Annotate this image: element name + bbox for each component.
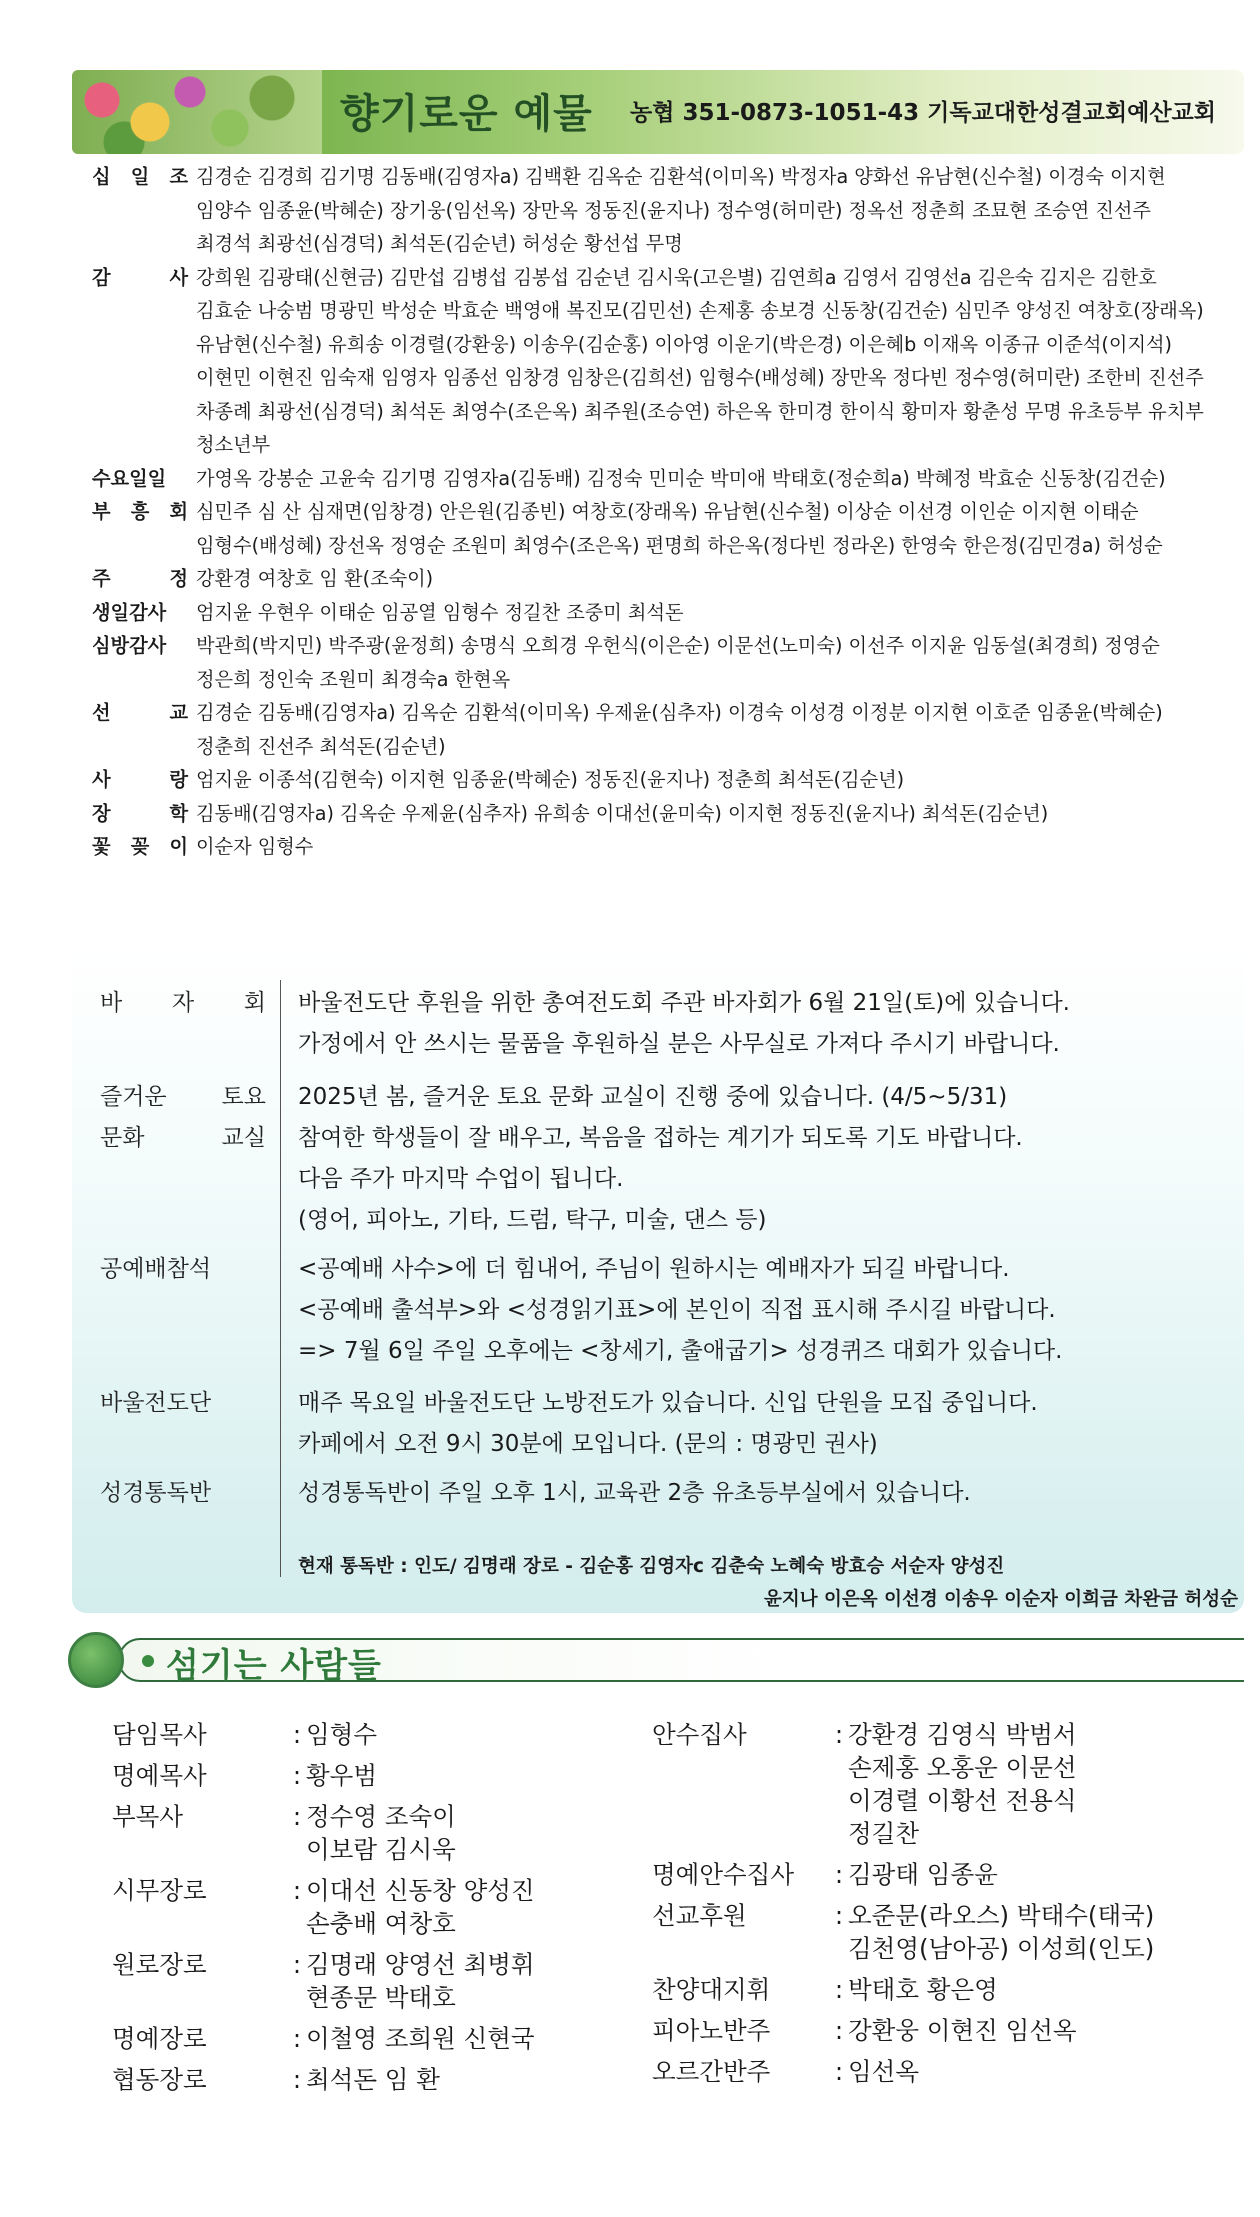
offering-label: 꽃 꽂 이	[92, 835, 188, 858]
bank-account: 농협 351-0873-1051-43 기독교대한성결교회예산교회	[630, 100, 1216, 126]
staff-names: 최석돈 임 환	[306, 2065, 440, 2094]
colon: :	[834, 1901, 844, 1930]
offering-banner	[72, 70, 1244, 154]
staff-names: 김광태 임종윤	[848, 1860, 998, 1889]
colon: :	[292, 1720, 302, 1749]
staff-row-ordained-deacon	[652, 1718, 1212, 1850]
offering-names: 강환경 여창호 임 환(조숙이)	[196, 567, 434, 590]
staff-label: 시무장로	[112, 1876, 207, 1905]
staff-row-honorary-elder	[112, 2022, 652, 2055]
notice-body: <공예배 사수>에 더 힘내어, 주님이 원하시는 예배자가 되길 바랍니다. <공예배 출석부>와 <성경읽기표>에 본인이 직접 표시해 주시길 바랍니다. => 7월 6일 주일 오후에는 <창세기, 출애굽기> 성경퀴즈 대회가 있습니다.	[298, 1256, 1063, 1364]
offering-names: 엄지윤 이종석(김현숙) 이지현 임종윤(박혜순) 정동진(윤지나) 정춘희 최석돈(김순년)	[196, 768, 905, 791]
offering-names: 김경순 김동배(김영자a) 김옥순 김환석(이미옥) 우제윤(심추자) 이경숙 이성경 이정분 이지현 이호준 임종윤(박혜순) 정춘희 진선주 최석돈(김순년)	[196, 701, 1163, 758]
staff-names: 정수영 조숙이 이보람 김시욱	[306, 1802, 456, 1864]
staff-section-header	[62, 1628, 1244, 1688]
bullet-dot-icon	[142, 1655, 154, 1667]
offering-names: 김경순 김경희 김기명 김동배(김영자a) 김백환 김옥순 김환석(이미옥) 박정자a 양화선 유남현(신수철) 이경숙 이지현 임양수 임종윤(박혜순) 장기웅(임선옥) 장만옥 정동진(윤지나) 정수영(허미란) 정옥선 정춘희 조묘현 조승연 진선주 최경석 최광선(심경덕) 최석돈(김순년) 허성순 황선섭 무명	[196, 165, 1166, 255]
staff-label: 오르간반주	[652, 2057, 771, 2086]
staff-label: 부목사	[112, 1802, 184, 1831]
offering-row-scholarship	[92, 797, 1232, 831]
staff-row-choir-conductor	[652, 1973, 1212, 2006]
notice-body: 매주 목요일 바울전도단 노방전도가 있습니다. 신입 단원을 모집 중입니다. 카페에서 오전 9시 30분에 모입니다. (문의 : 명광민 권사)	[298, 1390, 1038, 1457]
offering-names: 이순자 임형수	[196, 835, 314, 858]
offering-row-visit	[92, 629, 1232, 696]
staff-names: 황우범	[306, 1761, 378, 1790]
flower-image	[72, 70, 322, 154]
staff-label: 찬양대지휘	[652, 1975, 771, 2004]
staff-names: 임형수	[306, 1720, 378, 1749]
offering-label: 심방감사	[92, 634, 167, 657]
offering-row-love	[92, 763, 1232, 797]
offering-label: 장 학	[92, 801, 188, 825]
staff-label: 선교후원	[652, 1901, 747, 1930]
offering-names: 박관희(박지민) 박주광(윤정희) 송명식 오희경 우헌식(이은순) 이문선(노미숙) 이선주 이지윤 임동설(최경희) 정영순 정은희 정인숙 조원미 최경숙a 한현옥	[196, 634, 1160, 691]
colon: :	[834, 1975, 844, 2004]
offering-label: 십 일 조	[92, 165, 188, 188]
staff-label: 담임목사	[112, 1720, 207, 1749]
announcements-divider	[280, 980, 281, 1577]
staff-label: 협동장로	[112, 2065, 207, 2094]
header-circle-icon	[68, 1632, 124, 1688]
staff-names: 임선옥	[848, 2057, 920, 2086]
staff-row-senior-pastor	[112, 1718, 652, 1751]
staff-names: 오준문(라오스) 박태수(태국) 김천영(남아공) 이성희(인도)	[848, 1901, 1155, 1963]
colon: :	[292, 1761, 302, 1790]
banner-title: 향기로운 예물	[340, 91, 593, 137]
offering-label: 사 랑	[92, 768, 188, 791]
offering-label: 생일감사	[92, 600, 167, 624]
staff-names: 강환웅 이현진 임선옥	[848, 2016, 1077, 2045]
offering-names: 가영옥 강봉순 고윤숙 김기명 김영자a(김동배) 김정숙 민미순 박미애 박태호(정순희a) 박혜정 박효순 신동창(김건순)	[196, 466, 1166, 490]
staff-names: 강환경 김영식 박범서 손제홍 오홍운 이문선 이경렬 이황선 전용식 정길찬	[848, 1720, 1077, 1848]
notice-label: 즐거운 토요 문화 교실	[100, 1084, 266, 1151]
notice-label: 바울전도단	[100, 1390, 212, 1416]
staff-title: 섬기는 사람들	[166, 1646, 382, 1686]
staff-row-organ-accompanist	[652, 2055, 1212, 2088]
offering-row-wednesday	[92, 462, 1232, 496]
notice-label: 성경통독반	[100, 1480, 212, 1506]
offering-label: 수요일일	[92, 466, 167, 490]
offering-names: 심민주 심 산 심재면(임창경) 안은원(김종빈) 여창호(장래옥) 유남현(신수철) 이상순 이선경 이인순 이지현 이태순 임형수(배성혜) 장선옥 정영순 조원미 최영수(조은옥) 편명희 하은옥(정다빈 정라온) 한영숙 한은정(김민경a) 허성순	[196, 500, 1163, 557]
colon: :	[834, 1860, 844, 1889]
reading-group-line2: 윤지나 이은옥 이선경 이송우 이순자 이희금 차완금 허성순	[764, 1589, 1238, 1610]
reading-group-line1: 현재 통독반 : 인도/ 김명래 장로 - 김순홍 김영자c 김춘숙 노혜숙 방효승 서순자 양성진	[298, 1556, 1005, 1577]
notice-label: 바 자 회	[100, 990, 266, 1016]
offering-row-thanks	[92, 261, 1232, 462]
offering-list	[92, 160, 1232, 864]
offering-row-birthday	[92, 596, 1232, 630]
offering-label: 선 교	[92, 701, 188, 724]
staff-names: 박태호 황은영	[848, 1975, 998, 2004]
colon: :	[292, 2024, 302, 2053]
staff-row-honorary-deacon	[652, 1858, 1212, 1891]
notice-body: 성경통독반이 주일 오후 1시, 교육관 2층 유초등부실에서 있습니다.	[298, 1480, 971, 1506]
staff-row-emeritus-pastor	[112, 1759, 652, 1792]
staff-label: 명예장로	[112, 2024, 207, 2053]
notice-label: 공예배참석	[100, 1256, 212, 1282]
colon: :	[292, 1876, 302, 1905]
colon: :	[834, 2057, 844, 2086]
offering-names: 강희원 김광태(신현금) 김만섭 김병섭 김봉섭 김순년 김시욱(고은별) 김연희a 김영서 김영선a 김은숙 김지은 김한호 김효순 나숭범 명광민 박성순 박효순 백영애 복진모(김민선) 손제홍 송보경 신동창(김건순) 심민주 양성진 여창호(장래옥) 유남현(신수철) 유희송 이경렬(강환웅) 이송우(김순홍) 이아영 이운기(박은경) 이은혜b 이재옥 이종규 이준석(이지석) 이현민 이현진 임숙재 임영자 임종선 임창경 임창은(김희선) 임형수(배성혜) 장만옥 정다빈 정수영(허미란) 조한비 진선주 차종례 최광선(심경덕) 최석돈 최영수(조은옥) 최주원(조승연) 하은옥 한미경 한이식 황미자 황춘성 무명 유초등부 유치부 청소년부	[196, 265, 1204, 456]
offering-row-tithe	[92, 160, 1232, 261]
offering-label: 감 사	[92, 265, 188, 289]
colon: :	[292, 2065, 302, 2094]
staff-label: 안수집사	[652, 1720, 747, 1749]
offering-row-revival	[92, 495, 1232, 562]
staff-names: 김명래 양영선 최병휘 현종문 박태호	[306, 1950, 535, 2012]
colon: :	[292, 1950, 302, 1979]
offering-row-weekly	[92, 562, 1232, 596]
staff-row-associate-pastor	[112, 1800, 652, 1866]
notice-body: 2025년 봄, 즐거운 토요 문화 교실이 진행 중에 있습니다. (4/5~5/31) 참여한 학생들이 잘 배우고, 복음을 접하는 계기가 되도록 기도 바랍니다. 다음 주가 마지막 수업이 됩니다. (영어, 피아노, 기타, 드럼, 탁구, 미술, 댄스 등)	[298, 1084, 1023, 1233]
announcements-panel	[72, 945, 1244, 1613]
staff-names: 이대선 신동창 양성진 손충배 여창호	[306, 1876, 535, 1938]
staff-label: 피아노반주	[652, 2016, 771, 2045]
staff-label: 명예목사	[112, 1761, 207, 1790]
staff-row-mission-support	[652, 1899, 1212, 1965]
offering-names: 김동배(김영자a) 김옥순 우제윤(심추자) 유희송 이대선(윤미숙) 이지현 정동진(윤지나) 최석돈(김순년)	[196, 801, 1049, 825]
colon: :	[834, 1720, 844, 1749]
staff-right-column	[652, 1718, 1212, 2096]
staff-row-active-elder	[112, 1874, 652, 1940]
staff-row-piano-accompanist	[652, 2014, 1212, 2047]
offering-names: 엄지윤 우현우 이태순 임공열 임형수 정길찬 조중미 최석돈	[196, 600, 684, 624]
staff-left-column	[112, 1718, 652, 2104]
notice-body: 바울전도단 후원을 위한 총여전도회 주관 바자회가 6월 21일(토)에 있습니다. 가정에서 안 쓰시는 물품을 후원하실 분은 사무실로 가져다 주시기 바랍니다.	[298, 990, 1070, 1057]
staff-names: 이철영 조희원 신현국	[306, 2024, 535, 2053]
staff-row-senior-elder	[112, 1948, 652, 2014]
staff-label: 명예안수집사	[652, 1860, 795, 1889]
staff-label: 원로장로	[112, 1950, 207, 1979]
colon: :	[834, 2016, 844, 2045]
offering-label: 주 정	[92, 567, 188, 590]
offering-row-mission	[92, 696, 1232, 763]
offering-label: 부 흥 회	[92, 500, 188, 523]
offering-row-flowers	[92, 830, 1232, 864]
colon: :	[292, 1802, 302, 1831]
staff-row-cooperating-elder	[112, 2063, 652, 2096]
